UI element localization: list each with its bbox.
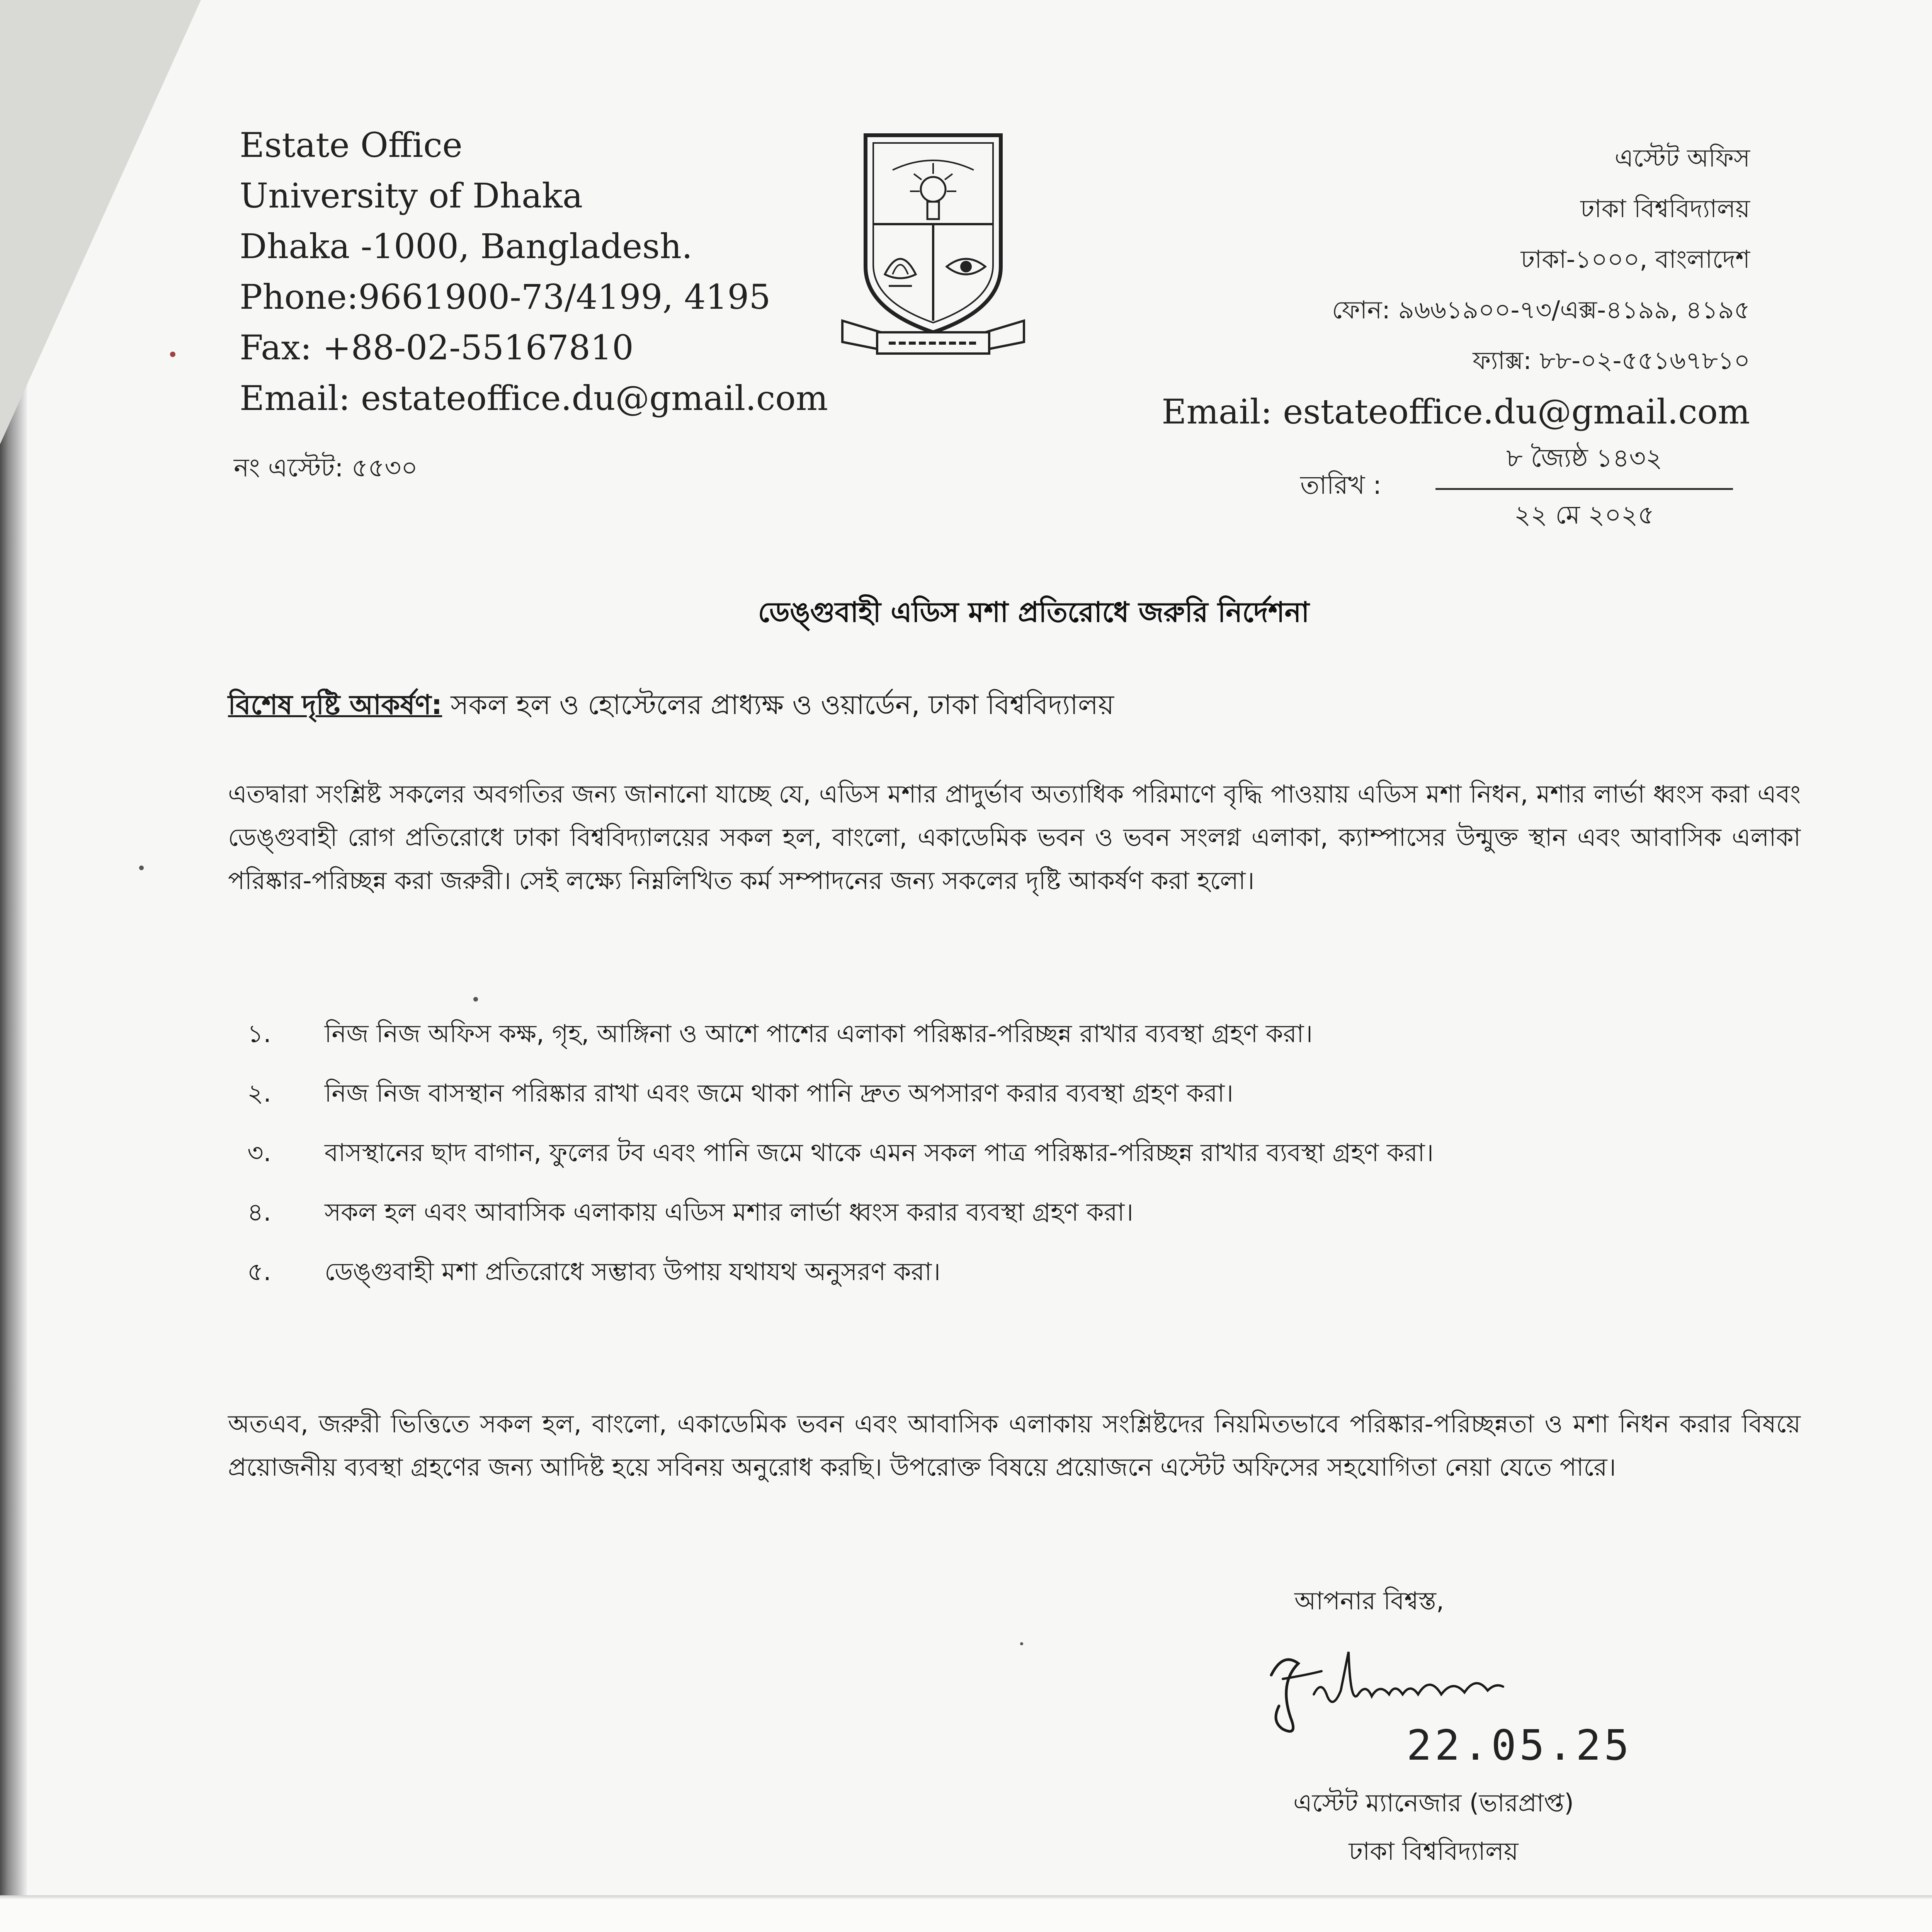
- scan-speck: [139, 866, 144, 870]
- page-fold-line: [0, 1895, 1932, 1900]
- signatory-title: এস্টেট ম্যানেজার (ভারপ্রাপ্ত): [1293, 1789, 1574, 1818]
- list-item-text: ডেঙ্গুবাহী মশা প্রতিরোধে সম্ভাব্য উপায় যথাযথ অনুসরণ করা।: [325, 1258, 941, 1286]
- body-paragraph: এতদ্বারা সংশ্লিষ্ট সকলের অবগতির জন্য জানানো যাচ্ছে যে, এডিস মশার প্রাদুর্ভাব অত্যাধিক পরিমাণে বৃদ্ধি পাওয়ায় এডিস মশা নিধন, মশার লার্ভা ধ্বংস করা এবং ডেঙ্গুবাহী রোগ প্রতিরোধে ঢাকা বিশ্ববিদ্যালয়ের সকল হল, বাংলো, একাডেমিক ভবন ও ভবন সংলগ্ন এলাকা, ক্যাম্পাসের উন্মুক্ত স্থান এবং আবাসিক এলাকা পরিষ্কার-পরিচ্ছন্ন করা জরুরী। সেই লক্ষ্যে নিম্নলিখিত কর্ম সম্পাদনের জন্য সকলের দৃষ্টি আকর্ষণ করা হলো।: [228, 780, 1801, 895]
- phone-en: Phone:9661900-73/4199, 4195: [240, 277, 771, 317]
- phone-bn: ফোন: ৯৬৬১৯০০-৭৩/এক্স-৪১৯৯, ৪১৯৫: [1332, 296, 1750, 325]
- office-name-bn: এস্টেট অফিস: [1614, 144, 1750, 173]
- attention-recipients: সকল হল ও হোস্টেলের প্রাধ্যক্ষ ও ওয়ার্ডেন, ঢাকা বিশ্ববিদ্যালয়: [442, 689, 1114, 721]
- list-item: [247, 1072, 1793, 1115]
- handwritten-date: 22.05.25: [1406, 1721, 1633, 1770]
- attention-line: [228, 684, 1735, 729]
- letterhead-english: [240, 120, 858, 423]
- fax-en: Fax: +88-02-55167810: [240, 328, 634, 367]
- email-bn: Email: estateoffice.du@gmail.com: [1162, 392, 1750, 432]
- list-item-text: নিজ নিজ অফিস কক্ষ, গৃহ, আঙ্গিনা ও আশে পাশের এলাকা পরিষ্কার-পরিচ্ছন্ন রাখার ব্যবস্থা গ্রহণ করা।: [325, 1020, 1313, 1048]
- list-item-number: ৩.: [247, 1139, 271, 1167]
- list-item: [247, 1191, 1793, 1234]
- address-en: Dhaka -1000, Bangladesh.: [240, 226, 693, 266]
- folded-corner: [0, 0, 201, 444]
- university-name-bn: ঢাকা বিশ্ববিদ্যালয়: [1580, 195, 1750, 223]
- instruction-list: [247, 1012, 1793, 1310]
- date-bangla-calendar: ৮ জ্যৈষ্ঠ ১৪৩২: [1435, 439, 1733, 490]
- memo-number: নং এস্টেট: ৫৫৩০: [234, 453, 418, 483]
- list-item-text: বাসস্থানের ছাদ বাগান, ফুলের টব এবং পানি জমে থাকে এমন সকল পাত্র পরিষ্কার-পরিচ্ছন্ন রাখার ব্যবস্থা গ্রহণ করা।: [325, 1139, 1434, 1167]
- list-item-number: ৪.: [247, 1198, 271, 1227]
- letterhead-bangla: [1093, 133, 1750, 437]
- closing-paragraph: অতএব, জরুরী ভিত্তিতে সকল হল, বাংলো, একাডেমিক ভবন এবং আবাসিক এলাকায় সংশ্লিষ্টদের নিয়মিতভাবে পরিষ্কার-পরিচ্ছন্নতা ও মশা নিধন করার বিষয়ে প্রয়োজনীয় ব্যবস্থা গ্রহণের জন্য আদিষ্ট হয়ে সবিনয় অনুরোধ করছি। উপরোক্ত বিষয়ে প্রয়োজনে এস্টেট অফিসের সহযোগিতা নেয়া যেতে পারে।: [228, 1410, 1801, 1482]
- attention-label: বিশেষ দৃষ্টি আকর্ষণ:: [228, 689, 442, 721]
- university-name-en: University of Dhaka: [240, 176, 583, 216]
- signatory-organization: ঢাকা বিশ্ববিদ্যালয়: [1349, 1837, 1519, 1866]
- subject-heading: ডেঙ্গুবাহী এডিস মশা প্রতিরোধে জরুরি নির্দেশনা: [758, 596, 1310, 628]
- address-bn: ঢাকা-১০০০, বাংলাদেশ: [1520, 245, 1750, 274]
- date-gregorian: ২২ মে ২০২৫: [1514, 500, 1655, 530]
- list-item: [247, 1250, 1793, 1294]
- office-name-en: Estate Office: [240, 125, 463, 165]
- lower-blank-sheet: [0, 1900, 1932, 1932]
- date-label: তারিখ :: [1300, 470, 1382, 500]
- scan-speck: [1020, 1642, 1023, 1645]
- list-item-number: ২.: [247, 1079, 271, 1108]
- email-en: Email: estateoffice.du@gmail.com: [240, 378, 828, 418]
- list-item-number: ৫.: [247, 1258, 271, 1286]
- list-item: [247, 1012, 1793, 1056]
- signoff-text: আপনার বিশ্বস্ত,: [1294, 1587, 1444, 1616]
- list-item: [247, 1131, 1793, 1175]
- list-item-text: সকল হল এবং আবাসিক এলাকায় এডিস মশার লার্ভা ধ্বংস করার ব্যবস্থা গ্রহণ করা।: [325, 1198, 1134, 1227]
- signatory-block: [1202, 1779, 1665, 1876]
- list-item-text: নিজ নিজ বাসস্থান পরিষ্কার রাখা এবং জমে থাকা পানি দ্রুত অপসারণ করার ব্যবস্থা গ্রহণ করা।: [325, 1079, 1234, 1108]
- fax-bn: ফ্যাক্স: ৮৮-০২-৫৫১৬৭৮১০: [1473, 347, 1750, 375]
- list-item-number: ১.: [247, 1020, 271, 1048]
- scan-speck: [473, 997, 478, 1002]
- date-block: [1435, 439, 1733, 538]
- scan-speck: [170, 352, 175, 357]
- university-of-dhaka-seal-icon: [835, 128, 1032, 367]
